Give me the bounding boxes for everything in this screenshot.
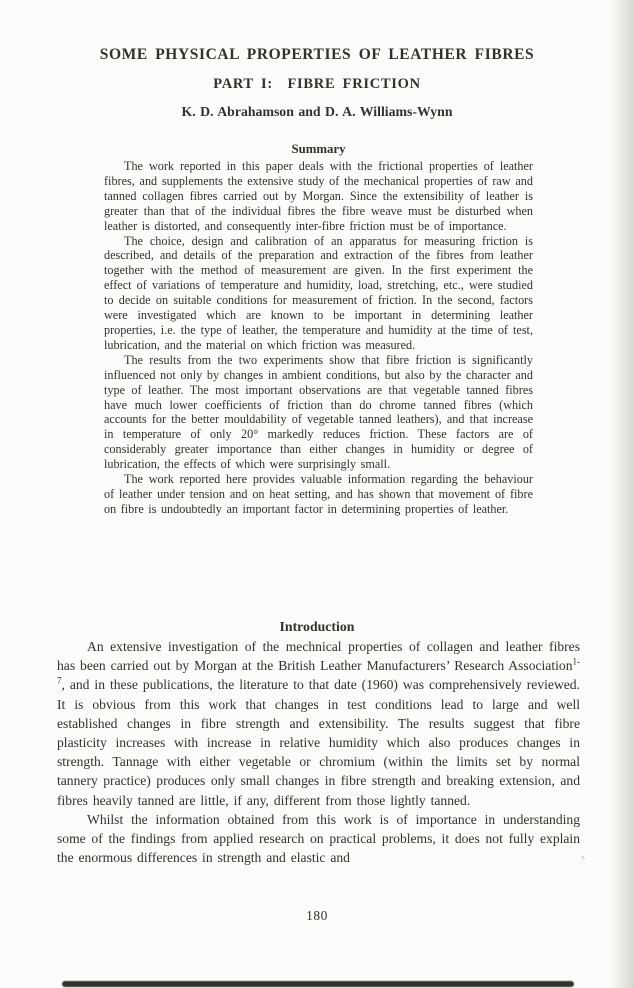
intro-paragraph-text: , and in these publications, the literature to that date (1960) was comprehensively reviewed. It is obvious from this work that changes in test conditions lead to large and well established changes in fibre strength and extensibility. The results suggest that fibre plasticity increases with increase in relative humidity which also produces changes in strength. Tannage with either vegetable or chromium (within the limits set by normal tannery practice) produces only small changes in fibre strength and breaking extension, and fibres heavily tanned are little, if any, different from those lightly tanned.: [57, 677, 580, 808]
scan-smudge-artifact: +: [578, 852, 588, 865]
page-number: 180: [306, 908, 328, 923]
summary-heading: Summary: [291, 142, 346, 156]
summary-section: [104, 159, 533, 517]
intro-paragraph: [57, 637, 580, 810]
intro-paragraph: Whilst the information obtained from this work is of importance in understanding some of the findings from applied research on practical problems, it does not fully explain the enormous differences in strength and elastic and: [57, 811, 580, 866]
summary-paragraph: The results from the two experiments show that fibre friction is significantly influenced not only by changes in ambient conditions, but also by the character and type of leather. The most important observations are that vegetable tanned fibres have much lower coefficients of friction than do chrome tanned fibres (which accounts for the better mouldability of vegetable tanned leathers), and that increase in temperature of only 20° markedly reduces friction. These factors are of considerably greater importance than either changes in humidity or degree of lubrication, the effects of which were surprisingly small.: [104, 352, 533, 472]
authors-line: K. D. Abrahamson and D. A. Williams-Wynn: [181, 104, 453, 119]
paper-title: SOME PHYSICAL PROPERTIES OF LEATHER FIBRES: [99, 46, 535, 63]
summary-paragraph: The work reported in this paper deals with the frictional properties of leather fibres, and supplements the extensive study of the mechanical properties of raw and tanned collagen fibres carried out by Morgan. Since the extensibility of leather is greater than that of the individual fibres the fibre weave must be disturbed when leather is distorted, and consequently inter-fibre friction must be of importance.: [104, 159, 533, 233]
paper-subtitle: PART I: FIBRE FRICTION: [213, 76, 421, 92]
scan-edge-shadow: [610, 0, 634, 988]
summary-paragraph: The choice, design and calibration of an apparatus for measuring friction is described, and details of the preparation and extraction of the fibres from leather together with the method of measurement are given. In the first experiment the effect of variations of temperature and humidity, load, stretching, etc., were studied to decide on suitable conditions for measurement of friction. In the second, factors were investigated which are known to be important in determining leather properties, i.e. the type of leather, the temperature and humidity at the time of test, lubrication, and the material on which friction was measured.: [104, 233, 533, 352]
reference-superscript: 1-7: [57, 656, 580, 686]
summary-paragraph: The work reported here provides valuable information regarding the behaviour of leather under tension and on heat setting, and has shown that movement of fibre on fibre is undoubtedly an important factor in determining properties of leather.: [104, 472, 533, 516]
introduction-heading: Introduction: [279, 619, 355, 634]
introduction-section: [57, 637, 580, 867]
intro-paragraph-text: An extensive investigation of the mechnical properties of collagen and leather fibres has been carried out by Morgan at the British Leather Manufacturers’ Research Association: [57, 639, 580, 674]
scan-edge-artifact: [62, 981, 574, 987]
